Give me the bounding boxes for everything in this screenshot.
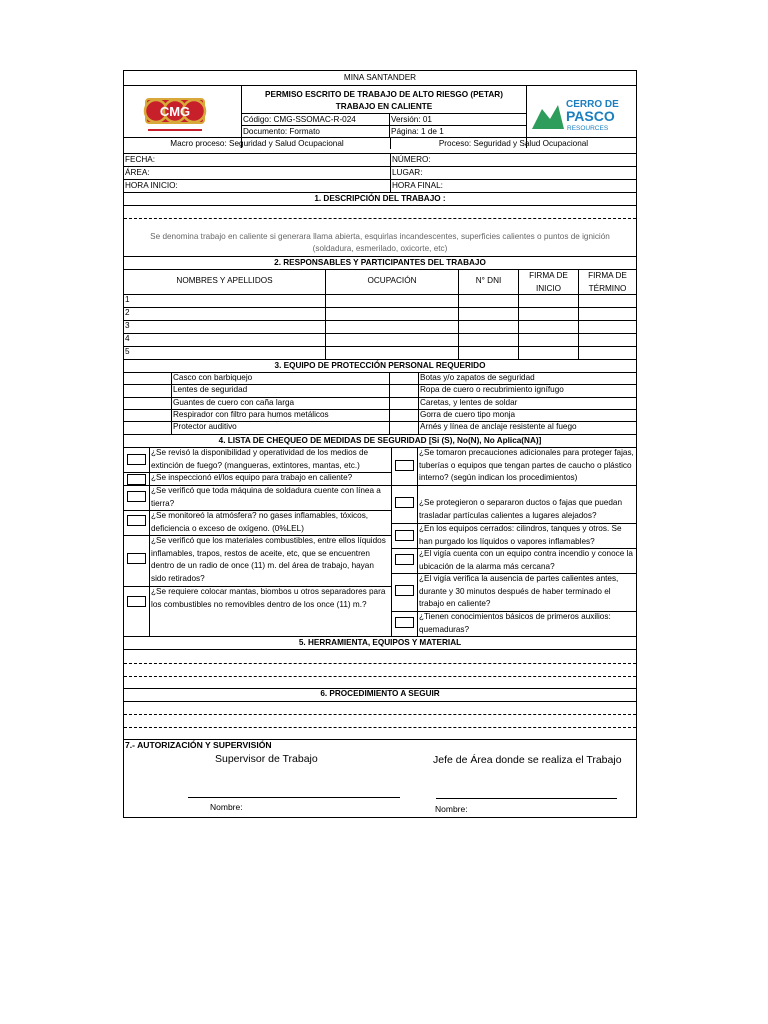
section-1-note-1: Se denomina trabajo en caliente si generara llama abierta, esquirlas incandescentes, superficies calientes o puntos de ignición [150, 232, 610, 241]
epp-left-3: Guantes de cuero con caña larga [173, 398, 295, 407]
question-right-1: ¿Se tomaron precauciones adicionales para proteger fajas, tuberías o equipos que tengan partes de caucho o plástico interno? (según indican los procedimientos) [419, 448, 634, 483]
epp-right-5: Arnés y línea de anclaje resistente al fuego [420, 422, 577, 431]
check-left-6[interactable] [127, 596, 146, 607]
check-left-2[interactable] [127, 474, 146, 485]
description-line[interactable] [124, 218, 636, 219]
doc-version: Versión: 01 [391, 115, 432, 124]
check-right-6[interactable] [395, 617, 414, 628]
col-ocupacion: OCUPACIÓN [367, 276, 417, 285]
supervisor-label: Supervisor de Trabajo [215, 753, 318, 765]
check-left-1[interactable] [127, 454, 146, 465]
field-hora-final[interactable]: HORA FINAL: [392, 181, 443, 190]
check-right-2[interactable] [395, 497, 414, 508]
section-4-title: 4. LISTA DE CHEQUEO DE MEDIDAS DE SEGURIDAD [Si (S), No(N), No Aplica(NA)] [218, 436, 542, 445]
epp-left-4: Respirador con filtro para humos metálicos [173, 410, 329, 419]
col-firma-inicio: FIRMA DE INICIO [529, 271, 568, 293]
check-left-4[interactable] [127, 515, 146, 526]
epp-left-5: Protector auditivo [173, 422, 237, 431]
check-right-4[interactable] [395, 554, 414, 565]
cmg-logo-text: CMG [159, 104, 191, 119]
field-numero[interactable]: NÚMERO: [392, 155, 431, 164]
section-2-title: 2. RESPONSABLES Y PARTICIPANTES DEL TRABAJO [274, 258, 486, 267]
check-right-5[interactable] [395, 585, 414, 596]
participant-row-2[interactable]: 2 [125, 308, 130, 317]
check-left-3[interactable] [127, 491, 146, 502]
supervisor-nombre-label: Nombre: [210, 802, 243, 812]
procedure-line-2[interactable] [124, 727, 636, 728]
question-right-6: ¿Tienen conocimientos básicos de primeros auxilios: quemaduras? [419, 612, 611, 634]
jefe-signature-line[interactable] [436, 798, 617, 799]
check-right-1[interactable] [395, 460, 414, 471]
check-right-3[interactable] [395, 530, 414, 541]
participant-row-3[interactable]: 3 [125, 321, 130, 330]
participant-row-1[interactable]: 1 [125, 295, 130, 304]
col-nombres: NOMBRES Y APELLIDOS [176, 276, 273, 285]
epp-left-2: Lentes de seguridad [173, 385, 248, 394]
question-right-5: ¿El vigía verifica la ausencia de partes calientes antes, durante y 30 minutos después de haber terminado el trabajo en caliente? [419, 574, 619, 609]
field-area[interactable]: ÁREA: [125, 168, 150, 177]
svg-text:RESOURCES: RESOURCES [567, 125, 609, 132]
svg-text:PASCO: PASCO [566, 108, 615, 124]
cmg-logo [142, 91, 208, 137]
section-1-title: 1. DESCRIPCIÓN DEL TRABAJO : [314, 194, 446, 203]
section-5-title: 5. HERRAMIENTA, EQUIPOS Y MATERIAL [298, 638, 462, 647]
epp-right-4: Gorra de cuero tipo monja [420, 410, 516, 419]
section-7-title: 7.- AUTORIZACIÓN Y SUPERVISIÓN [125, 740, 272, 750]
col-dni: N° DNI [475, 276, 502, 285]
epp-right-1: Botas y/o zapatos de seguridad [420, 373, 535, 382]
epp-right-2: Ropa de cuero o recubrimiento ignífugo [420, 385, 564, 394]
process: Proceso: Seguridad y Salud Ocupacional [438, 139, 589, 148]
question-right-3: ¿En los equipos cerrados: cilindros, tanques y otros. Se han purgado los líquidos o vapores inflamables? [419, 524, 622, 546]
cerro-de-pasco-logo [530, 95, 630, 135]
section-6-title: 6. PROCEDIMIENTO A SEGUIR [320, 689, 440, 698]
epp-right-3: Caretas, y lentes de soldar [420, 398, 518, 407]
question-left-5: ¿Se verificó que los materiales combustibles, entre ellos líquidos inflamables, trapos, restos de aceite, etc, que se encuentren dentro de un radio de once (11) m. del área de trabajo, hayan sido retirados? [151, 536, 386, 583]
question-left-2: ¿Se inspeccionó el/los equipo para trabajo en caliente? [151, 473, 353, 482]
section-1-note-2: (soldadura, esmerilado, oxicorte, etc) [312, 244, 448, 253]
jefe-nombre-label: Nombre: [435, 804, 468, 814]
participant-row-5[interactable]: 5 [125, 347, 130, 356]
jefe-label: Jefe de Área donde se realiza el Trabajo [433, 754, 622, 766]
question-right-2: ¿Se protegieron o separaron ductos o fajas que puedan trasladar partículas calientes a lugares alejados? [419, 498, 623, 520]
section-3-title: 3. EQUIPO DE PROTECCIÓN PERSONAL REQUERIDO [274, 361, 486, 370]
field-lugar[interactable]: LUGAR: [392, 168, 423, 177]
form-subtitle: TRABAJO EN CALIENTE [335, 102, 433, 111]
check-left-5[interactable] [127, 553, 146, 564]
supervisor-signature-line[interactable] [188, 797, 400, 798]
doc-type: Documento: Formato [243, 127, 320, 136]
question-left-4: ¿Se monitoreó la atmósfera? no gases inflamables, tóxicos, deficiencia o exceso de oxígeno. (0%LEL) [151, 511, 369, 533]
doc-code: Código: CMG-SSOMAC-R-024 [243, 115, 356, 124]
epp-left-1: Casco con barbiquejo [173, 373, 253, 382]
col-firma-termino: FIRMA DE TÉRMINO [588, 271, 627, 293]
tools-line-1[interactable] [124, 663, 636, 664]
field-fecha[interactable]: FECHA: [125, 155, 156, 164]
macro-process: Macro proceso: Seguridad y Salud Ocupacional [170, 139, 344, 148]
question-right-4: ¿El vigía cuenta con un equipo contra incendio y conoce la ubicación de la alarma más cercana? [419, 549, 633, 571]
question-left-6: ¿Se requiere colocar mantas, biombos u otros separadores para los combustibles no removibles dentro de los once (11) m.? [151, 587, 386, 609]
field-hora-inicio[interactable]: HORA INICIO: [125, 181, 178, 190]
form-title: PERMISO ESCRITO DE TRABAJO DE ALTO RIESGO (PETAR) [265, 90, 503, 99]
mountain-icon [532, 105, 564, 129]
svg-text:CERRO DE: CERRO DE [566, 99, 619, 110]
procedure-line-1[interactable] [124, 714, 636, 715]
petar-form [123, 70, 637, 818]
doc-page: Página: 1 de 1 [391, 127, 444, 136]
site-name: MINA SANTANDER [343, 73, 417, 82]
participant-row-4[interactable]: 4 [125, 334, 130, 343]
question-left-1: ¿Se revisó la disponibilidad y operatividad de los medios de extinción de fuego? (mangueras, extintores, mantas, etc.) [151, 448, 369, 470]
question-left-3: ¿Se verificó que toda máquina de soldadura cuente con línea a tierra? [151, 486, 381, 508]
tools-line-2[interactable] [124, 676, 636, 677]
